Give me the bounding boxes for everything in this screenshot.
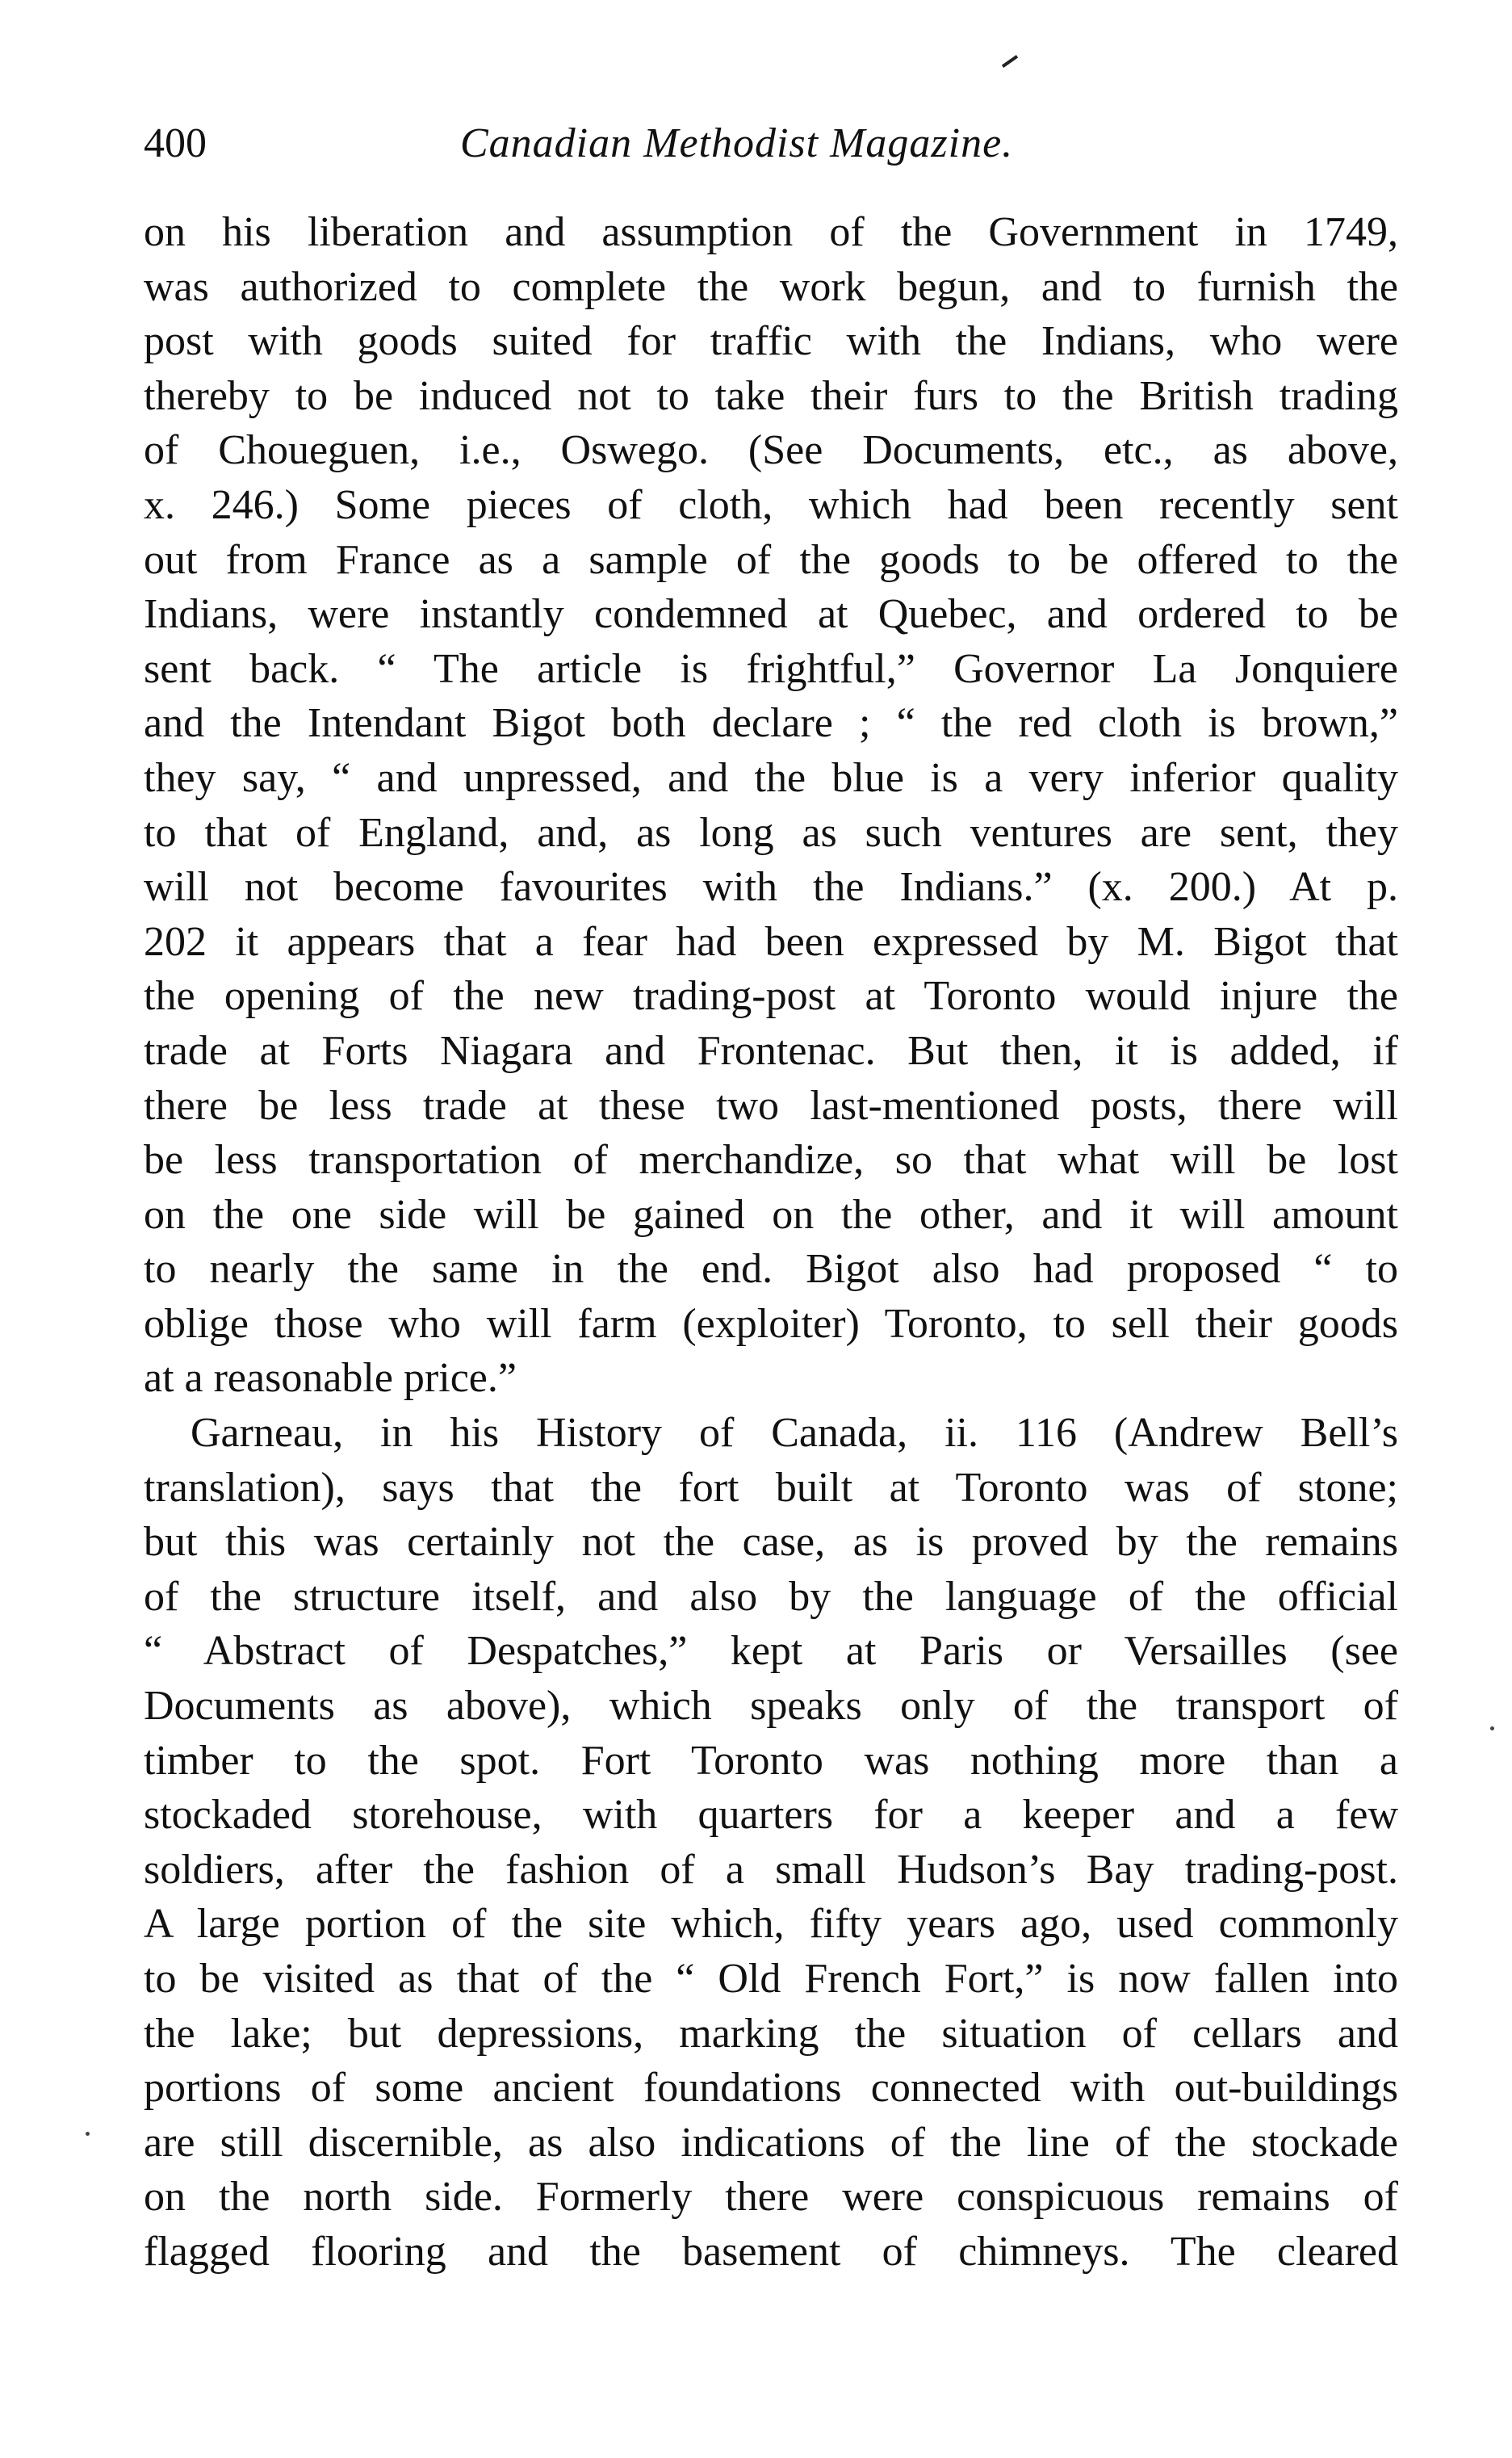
text-line: and the Intendant Bigot both declare ; “ the red cloth is brown,”: [144, 700, 1398, 747]
text-line: the lake; but depressions, marking the situation of cellars and: [144, 2010, 1398, 2057]
text-line: oblige those who will farm (exploiter) Toronto, to sell their goods: [144, 1300, 1398, 1347]
text-line: thereby to be induced not to take their furs to the British trading: [144, 372, 1398, 419]
text-line: will not become favourites with the Indians.” (x. 200.) At p.: [144, 864, 1398, 911]
text-line: soldiers, after the fashion of a small Hudson’s Bay trading-post.: [144, 1846, 1398, 1893]
text-line: trade at Forts Niagara and Frontenac. But then, it is added, if: [144, 1027, 1398, 1074]
text-line: to that of England, and, as long as such ventures are sent, they: [144, 809, 1398, 856]
text-line: Indians, were instantly condemned at Quebec, and ordered to be: [144, 591, 1398, 638]
text-line: of the structure itself, and also by the language of the official: [144, 1573, 1398, 1620]
text-line: they say, “ and unpressed, and the blue is a very inferior quality: [144, 754, 1398, 801]
stray-ink-dot: [1490, 1726, 1494, 1730]
text-line: to be visited as that of the “ Old French Fort,” is now fallen into: [144, 1956, 1398, 2002]
text-line: was authorized to complete the work begun, and to furnish the: [144, 263, 1398, 310]
text-line: at a reasonable price.”: [144, 1355, 517, 1402]
text-line: stockaded storehouse, with quarters for a keeper and a few: [144, 1792, 1398, 1839]
text-line: of Choueguen, i.e., Oswego. (See Documents, etc., as above,: [144, 427, 1398, 474]
text-line: but this was certainly not the case, as is proved by the remains: [144, 1519, 1398, 1566]
text-line: translation), says that the fort built at Toronto was of stone;: [144, 1464, 1398, 1511]
paragraph-1: [144, 205, 1398, 1406]
text-line: there be less trade at these two last-mentioned posts, there will: [144, 1082, 1398, 1129]
text-line: the opening of the new trading-post at Toronto would injure the: [144, 973, 1398, 1020]
text-line: on the one side will be gained on the other, and it will amount: [144, 1191, 1398, 1238]
text-line: out from France as a sample of the goods to be offered to the: [144, 536, 1398, 583]
text-line: to nearly the same in the end. Bigot also had proposed “ to: [144, 1246, 1398, 1293]
pencil-tick-mark: [1002, 55, 1018, 68]
stray-ink-dot: [86, 2132, 90, 2136]
text-line: x. 246.) Some pieces of cloth, which had been recently sent: [144, 481, 1398, 528]
text-line: on his liberation and assumption of the Government in 1749,: [144, 209, 1398, 255]
text-line: 202 it appears that a fear had been expressed by M. Bigot that: [144, 918, 1398, 965]
text-line: timber to the spot. Fort Toronto was nothing more than a: [144, 1737, 1398, 1784]
text-line: post with goods suited for traffic with the Indians, who were: [144, 318, 1398, 365]
text-line: Garneau, in his History of Canada, ii. 116 (Andrew Bell’s: [191, 1410, 1398, 1457]
running-head: [144, 111, 1403, 176]
journal-title: Canadian Methodist Magazine.: [460, 120, 1014, 166]
text-line: flagged flooring and the basement of chimneys. The cleared: [144, 2228, 1398, 2275]
text-line: sent back. “ The article is frightful,” Governor La Jonquiere: [144, 645, 1398, 692]
text-line: “ Abstract of Despatches,” kept at Paris or Versailles (see: [144, 1628, 1398, 1675]
paragraph-2: [144, 1406, 1398, 2280]
text-line: portions of some ancient foundations connected with out-buildings: [144, 2065, 1398, 2112]
page-number: 400: [144, 120, 207, 166]
text-line: Documents as above), which speaks only of the transport of: [144, 1683, 1398, 1730]
text-line: on the north side. Formerly there were conspicuous remains of: [144, 2174, 1398, 2221]
text-line: A large portion of the site which, fifty years ago, used commonly: [144, 1901, 1398, 1948]
text-line: be less transportation of merchandize, so that what will be lost: [144, 1137, 1398, 1184]
body-text: [144, 205, 1398, 2280]
text-line: are still discernible, as also indications of the line of the stockade: [144, 2119, 1398, 2166]
